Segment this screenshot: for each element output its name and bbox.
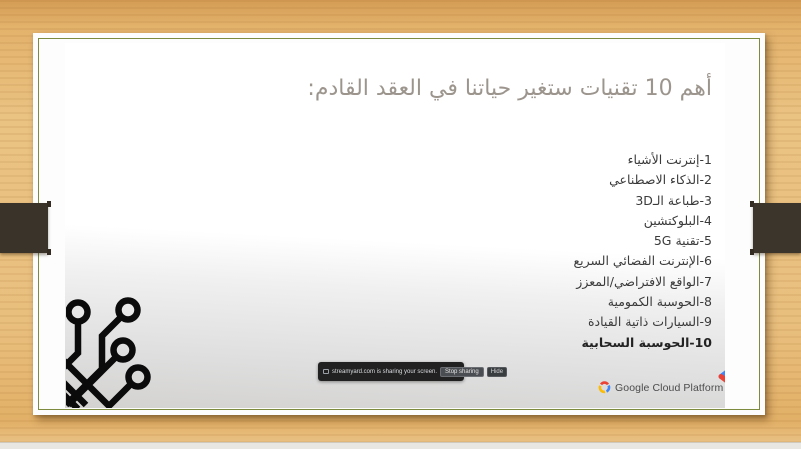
list-item: 5-تقنية 5G <box>653 233 712 249</box>
screen-cast-icon <box>323 369 329 374</box>
slide-title: أهم 10 تقنيات ستغير حياتنا في العقد القادم: <box>307 76 712 101</box>
list-item: 8-الحوسبة الكمومية <box>607 294 712 310</box>
tech-list <box>292 150 712 353</box>
background-bottom-strip <box>0 442 801 449</box>
list-item: 4-البلوكتشين <box>643 212 712 228</box>
slide-card <box>33 33 765 415</box>
list-item: 3-طباعة الـ3D <box>635 192 712 208</box>
share-message: streamyard.com is sharing your screen. <box>332 368 438 375</box>
clip-nub <box>750 201 754 207</box>
clip-nub <box>47 249 51 255</box>
right-clip <box>753 203 801 253</box>
hide-button[interactable]: Hide <box>487 367 507 377</box>
gcp-hexagon-icon <box>598 381 611 394</box>
clip-nub <box>750 249 754 255</box>
slide-content <box>65 43 725 408</box>
screen-share-bar <box>318 362 504 381</box>
gcp-logo-text: Google Cloud Platform <box>615 381 724 394</box>
clip-nub <box>47 201 51 207</box>
list-item: 2-الذكاء الاصطناعي <box>609 172 712 188</box>
list-item: 1-إنترنت الأشياء <box>627 152 712 167</box>
stop-sharing-button[interactable]: Stop sharing <box>440 367 484 377</box>
list-item: 10-الحوسبة السحابية <box>581 334 712 350</box>
gcp-logo-row <box>598 381 723 394</box>
left-clip <box>0 203 48 253</box>
circuit-graphic <box>66 293 184 408</box>
list-item: 6-الإنترنت الفضائي السريع <box>573 253 712 269</box>
list-item: 9-السيارات ذاتية القيادة <box>588 314 712 330</box>
list-item: 7-الواقع الافتراضي/المعزز <box>576 273 712 289</box>
